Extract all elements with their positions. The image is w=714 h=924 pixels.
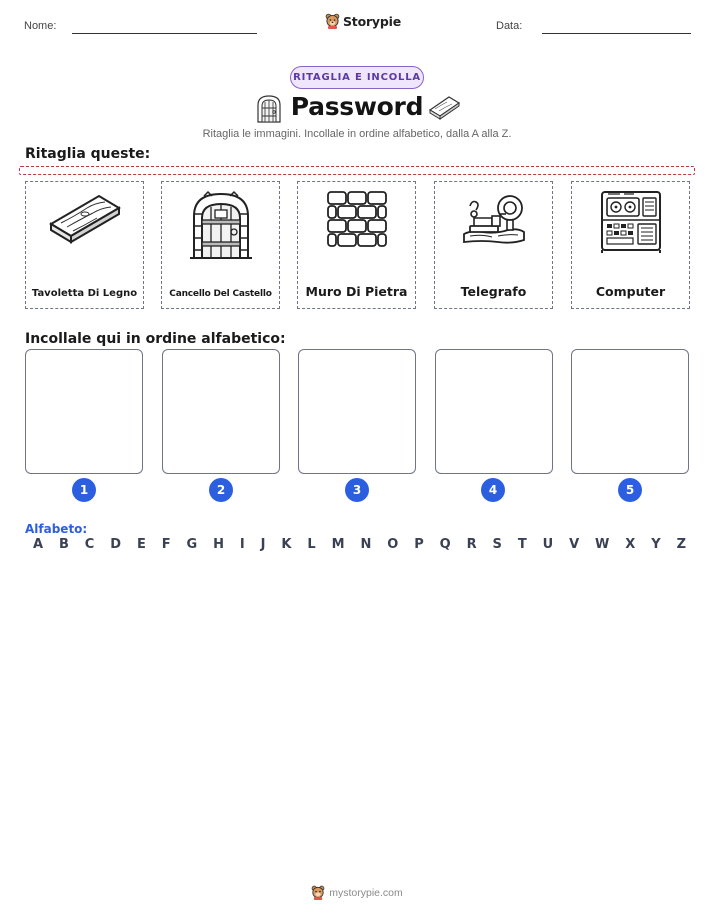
alphabet-letter: B — [58, 537, 69, 552]
alphabet-letter: Z — [676, 537, 686, 552]
card-label: Computer — [595, 284, 666, 299]
footer-site-link[interactable]: mystorypie.com — [329, 886, 403, 899]
alphabet-letter: U — [542, 537, 554, 552]
slot-number-2: 2 — [209, 478, 233, 502]
alphabet-letter: C — [84, 537, 95, 552]
alphabet-letter: T — [517, 537, 527, 552]
cut-card-wooden-plank[interactable] — [25, 181, 144, 309]
alphabet-letter: F — [161, 537, 171, 552]
alphabet-letter: Y — [651, 537, 661, 552]
stone-wall-icon — [326, 190, 388, 250]
alphabet-letter: I — [239, 537, 245, 552]
slot-number-4: 4 — [481, 478, 505, 502]
paste-heading: Incollale qui in ordine alfabetico: — [25, 331, 286, 347]
alphabet-letter: K — [281, 537, 292, 552]
alphabet-heading: Alfabeto: — [25, 522, 88, 536]
cut-card-castle-gate[interactable] — [161, 181, 280, 309]
name-line[interactable] — [72, 33, 257, 34]
alphabet-letter: O — [387, 537, 399, 552]
alphabet-letter: W — [595, 537, 610, 552]
slot-number-1: 1 — [72, 478, 96, 502]
card-label: Telegrafo — [460, 284, 527, 299]
paste-slot-5[interactable] — [571, 349, 689, 474]
card-label: Muro Di Pietra — [305, 284, 408, 299]
paste-slot-3[interactable] — [298, 349, 416, 474]
cut-heading: Ritaglia queste: — [25, 146, 151, 162]
alphabet-letter: H — [213, 537, 225, 552]
paste-slot-4[interactable] — [435, 349, 553, 474]
wooden-plank-icon — [427, 93, 461, 121]
footer — [0, 885, 714, 900]
brand-logo — [325, 13, 401, 29]
alphabet-letter: E — [136, 537, 146, 552]
page-title: Password — [290, 92, 424, 121]
instructions: Ritaglia le immagini. Incollale in ordine alfabetico, dalla A alla Z. — [202, 128, 512, 140]
name-label: Nome: — [24, 20, 57, 32]
cut-card-stone-wall[interactable] — [297, 181, 416, 309]
date-line[interactable] — [542, 33, 691, 34]
bear-mascot-icon — [325, 13, 340, 29]
telegraph-icon — [462, 190, 526, 246]
castle-gate-icon — [188, 190, 254, 260]
alphabet-letter: P — [414, 537, 424, 552]
alphabet-letter: V — [569, 537, 580, 552]
paste-slots — [25, 349, 690, 504]
cut-card-computer[interactable] — [571, 181, 690, 309]
activity-badge: RITAGLIA E INCOLLA — [290, 66, 424, 89]
paste-slot-1[interactable] — [25, 349, 143, 474]
brand-name: Storypie — [343, 13, 401, 29]
bear-mascot-icon — [311, 885, 325, 900]
date-label: Data: — [496, 20, 523, 32]
alphabet-letter: S — [492, 537, 502, 552]
alphabet-letter: N — [360, 537, 372, 552]
slot-number-3: 3 — [345, 478, 369, 502]
cut-card-telegraph[interactable] — [434, 181, 553, 309]
cut-dashed-line — [19, 166, 695, 175]
alphabet-letter: G — [186, 537, 198, 552]
wooden-plank-icon — [47, 190, 123, 250]
cut-cards — [25, 181, 690, 309]
alphabet-letter: Q — [439, 537, 451, 552]
page-title-wrap — [0, 92, 714, 121]
alphabet-letter: M — [331, 537, 345, 552]
alphabet-letter: X — [625, 537, 636, 552]
slot-number-5: 5 — [618, 478, 642, 502]
alphabet-letter: A — [33, 537, 44, 552]
computer-icon — [600, 190, 662, 254]
alphabet-letter: D — [110, 537, 122, 552]
alphabet-letter: R — [466, 537, 477, 552]
card-label: Cancello Del Castello — [169, 289, 272, 299]
alphabet-letter: J — [260, 537, 266, 552]
card-label: Tavoletta Di Legno — [31, 288, 138, 299]
alphabet-letter: L — [307, 537, 316, 552]
alphabet-row — [25, 537, 690, 552]
paste-slot-2[interactable] — [162, 349, 280, 474]
